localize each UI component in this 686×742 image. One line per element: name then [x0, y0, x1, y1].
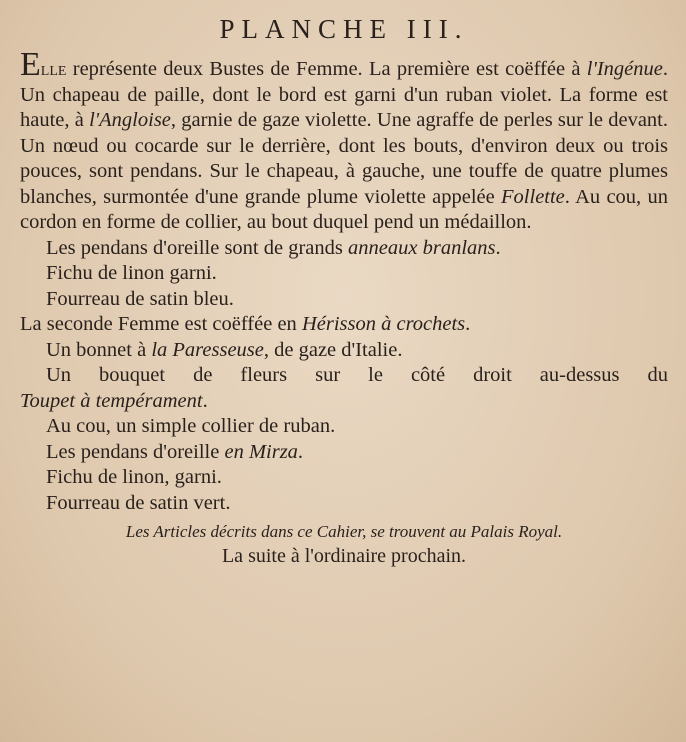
- line-italic: Toupet à tempérament: [20, 389, 203, 412]
- line-end: .: [202, 389, 208, 412]
- line-italic: Hérisson à crochets: [301, 313, 466, 335]
- line-earrings: [20, 236, 668, 262]
- line-bouquet: [20, 363, 668, 389]
- line-text: Les pendans d'oreille sont de grands: [46, 236, 349, 259]
- line-collier: Au cou, un simple collier de ruban.: [46, 415, 336, 437]
- para-text: . Au cou, un cordon en forme de collier, au bout duquel pend un médaillon.: [20, 185, 668, 233]
- page-title: PLANCHE III.: [219, 14, 469, 44]
- suite-line: La suite à l'ordinaire prochain.: [221, 545, 467, 567]
- line-fourreau-2: Fourreau de satin vert.: [46, 491, 231, 514]
- para-text: représente deux Bustes de Femme. La première est coëffée à: [66, 58, 587, 80]
- line-end: , de gaze d'Italie.: [263, 338, 403, 361]
- line-pendans: [20, 440, 668, 466]
- line-seconde-femme: [20, 312, 668, 338]
- line-italic: anneaux branlans: [348, 236, 496, 259]
- line-end: .: [495, 236, 501, 259]
- line-end: .: [465, 313, 471, 335]
- line-toupet: [20, 389, 668, 415]
- first-paragraph: [20, 46, 668, 236]
- line-fichu: Fichu de linon garni.: [46, 262, 217, 284]
- para-text: , garnie de gaze violette. Une agraffe de perles sur le devant. Un nœud ou cocarde sur le derrière, dont les bouts, d'environ deux ou trois pouces, sont pendans. Sur le chapeau, à gauche, une touffe de quatre plumes blanches, surmontée d'une grande plume violette appelée: [20, 109, 668, 208]
- line-italic: en Mirza: [224, 440, 298, 463]
- para-italic: l'Ingénue: [586, 58, 663, 80]
- line-text: Un bonnet à: [46, 338, 152, 361]
- line-italic: la Paresseuse: [151, 338, 264, 361]
- line-end: .: [297, 440, 304, 463]
- drop-cap: E: [20, 46, 41, 83]
- line-fourreau: Fourreau de satin bleu.: [46, 287, 234, 310]
- line-text: Un bouquet de fleurs sur le côté droit au-dessus du: [46, 364, 668, 386]
- line-fichu-2: Fichu de linon, garni.: [46, 466, 222, 488]
- para-italic: l'Angloise: [89, 109, 171, 131]
- para-italic: Follette: [501, 185, 565, 208]
- palais-royal-note: Les Articles décrits dans ce Cahier, se trouvent au Palais Royal.: [125, 522, 563, 541]
- line-bonnet: [20, 338, 668, 364]
- lead-word: lle: [40, 58, 67, 80]
- line-text: Les pendans d'oreille: [46, 440, 225, 463]
- para-text: . Un chapeau de paille, dont le bord est garni d'un ruban violet. La forme est haute, à: [20, 58, 668, 131]
- line-text: La seconde Femme est coëffée en: [20, 313, 302, 335]
